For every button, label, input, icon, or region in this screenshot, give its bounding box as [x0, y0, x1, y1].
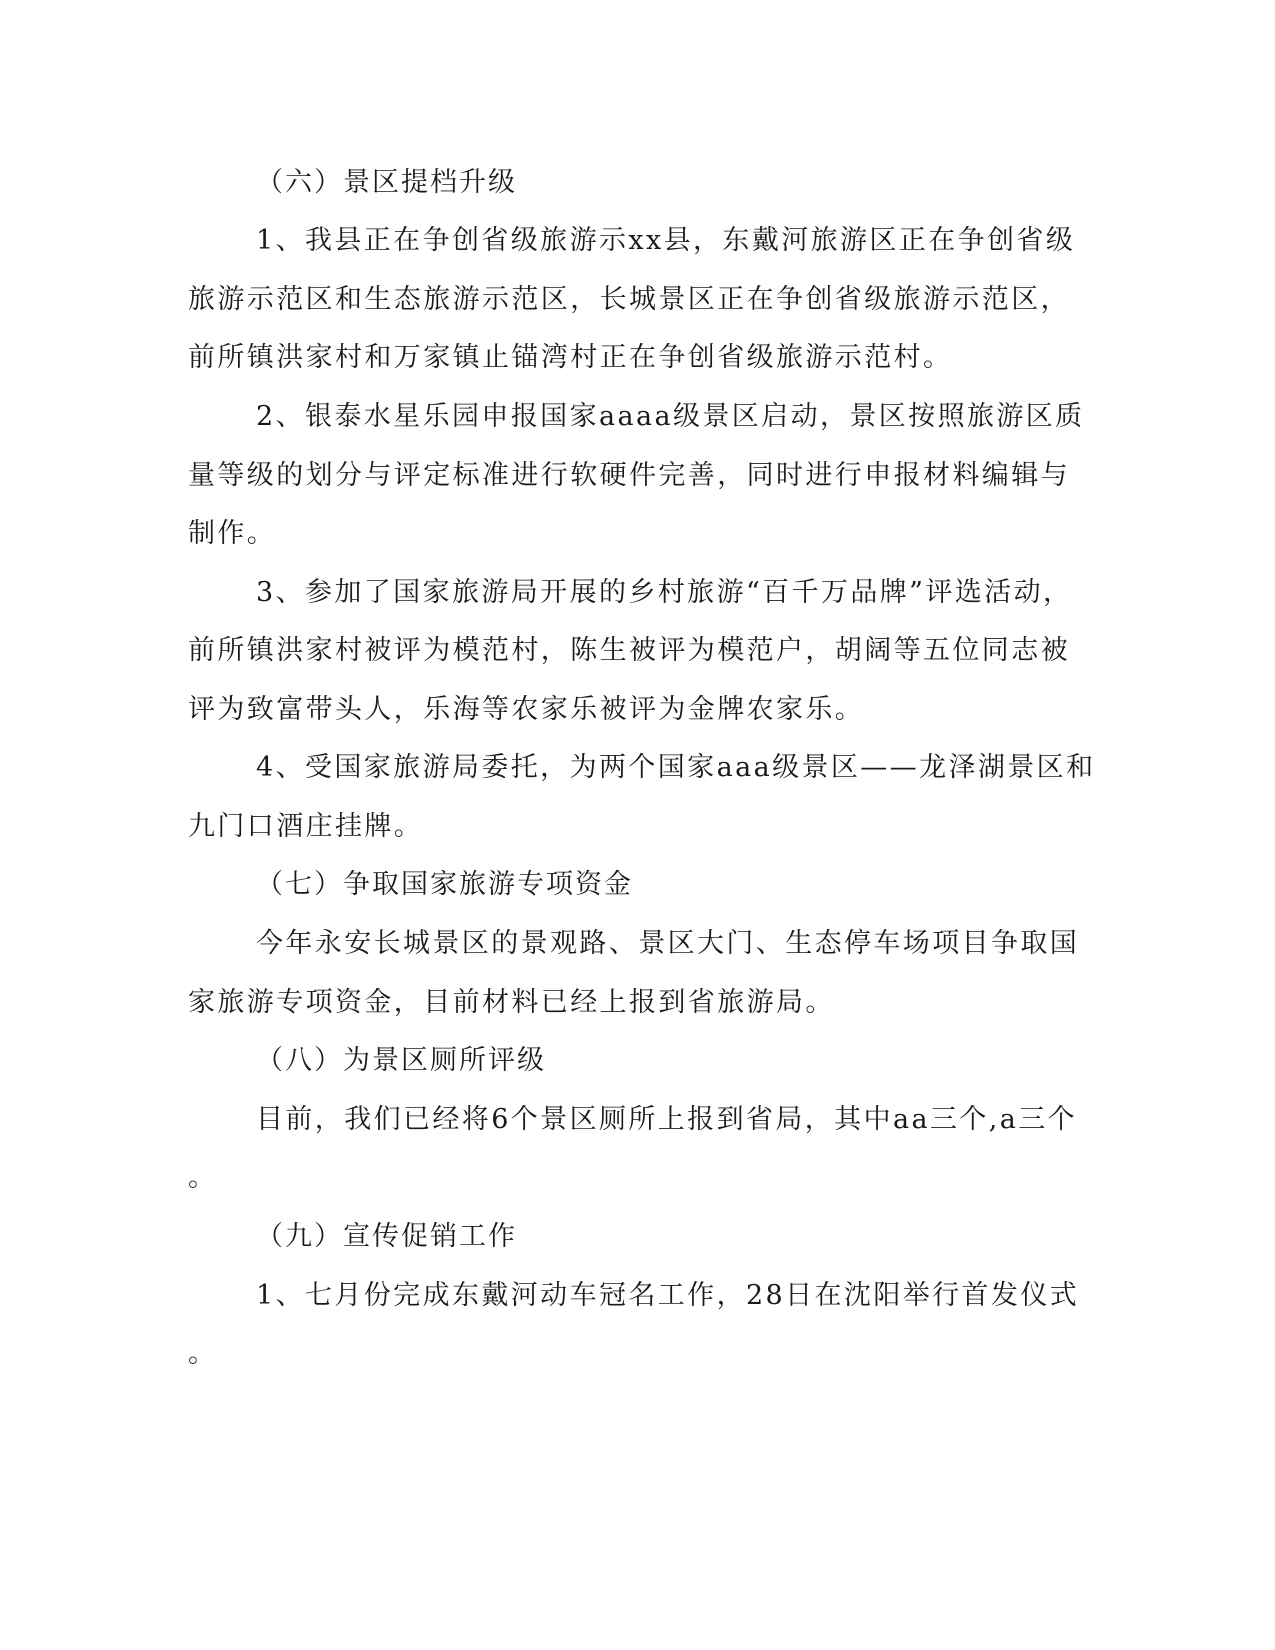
section-6-heading: （六）景区提档升级 — [256, 167, 517, 198]
section-7-body-line-1: 今年永安长城景区的景观路、景区大门、生态停车场项目争取国 — [256, 928, 1080, 959]
section-6-item-4-line-2: 九门口酒庄挂牌。 — [188, 811, 424, 842]
section-6-item-3-line-3: 评为致富带头人，乐海等农家乐被评为金牌农家乐。 — [188, 694, 865, 725]
section-6-item-4-line-1: 4、受国家旅游局委托，为两个国家aaa级景区——龙泽湖景区和 — [256, 752, 1096, 783]
section-6-item-2-line-2: 量等级的划分与评定标准进行软硬件完善，同时进行申报材料编辑与 — [188, 460, 1070, 491]
section-7-body-line-2: 家旅游专项资金，目前材料已经上报到省旅游局。 — [188, 987, 835, 1018]
section-6-item-2-line-1: 2、银泰水星乐园申报国家aaaa级景区启动，景区按照旅游区质 — [256, 401, 1085, 432]
section-6-item-1-line-1: 1、我县正在争创省级旅游示xx县，东戴河旅游区正在争创省级 — [256, 225, 1076, 256]
section-6-item-1-line-3: 前所镇洪家村和万家镇止锚湾村正在争创省级旅游示范村。 — [188, 342, 953, 373]
section-9-item-1-line-1: 1、七月份完成东戴河动车冠名工作，28日在沈阳举行首发仪式 — [256, 1280, 1080, 1311]
section-9-heading: （九）宣传促销工作 — [256, 1221, 517, 1252]
section-8-body-line-2: 。 — [188, 1162, 218, 1193]
section-6-item-2-line-3: 制作。 — [188, 518, 277, 549]
section-8-body-line-1: 目前，我们已经将6个景区厕所上报到省局，其中aa三个,a三个 — [256, 1104, 1078, 1135]
section-8-heading: （八）为景区厕所评级 — [256, 1045, 546, 1076]
section-9-item-1-line-2: 。 — [188, 1338, 218, 1369]
section-7-heading: （七）争取国家旅游专项资金 — [256, 869, 633, 900]
section-6-item-3-line-1: 3、参加了国家旅游局开展的乡村旅游“百千万品牌”评选活动， — [256, 577, 1073, 608]
section-6-item-1-line-2: 旅游示范区和生态旅游示范区，长城景区正在争创省级旅游示范区， — [188, 284, 1070, 315]
section-6-item-3-line-2: 前所镇洪家村被评为模范村，陈生被评为模范户，胡阔等五位同志被 — [188, 635, 1070, 666]
